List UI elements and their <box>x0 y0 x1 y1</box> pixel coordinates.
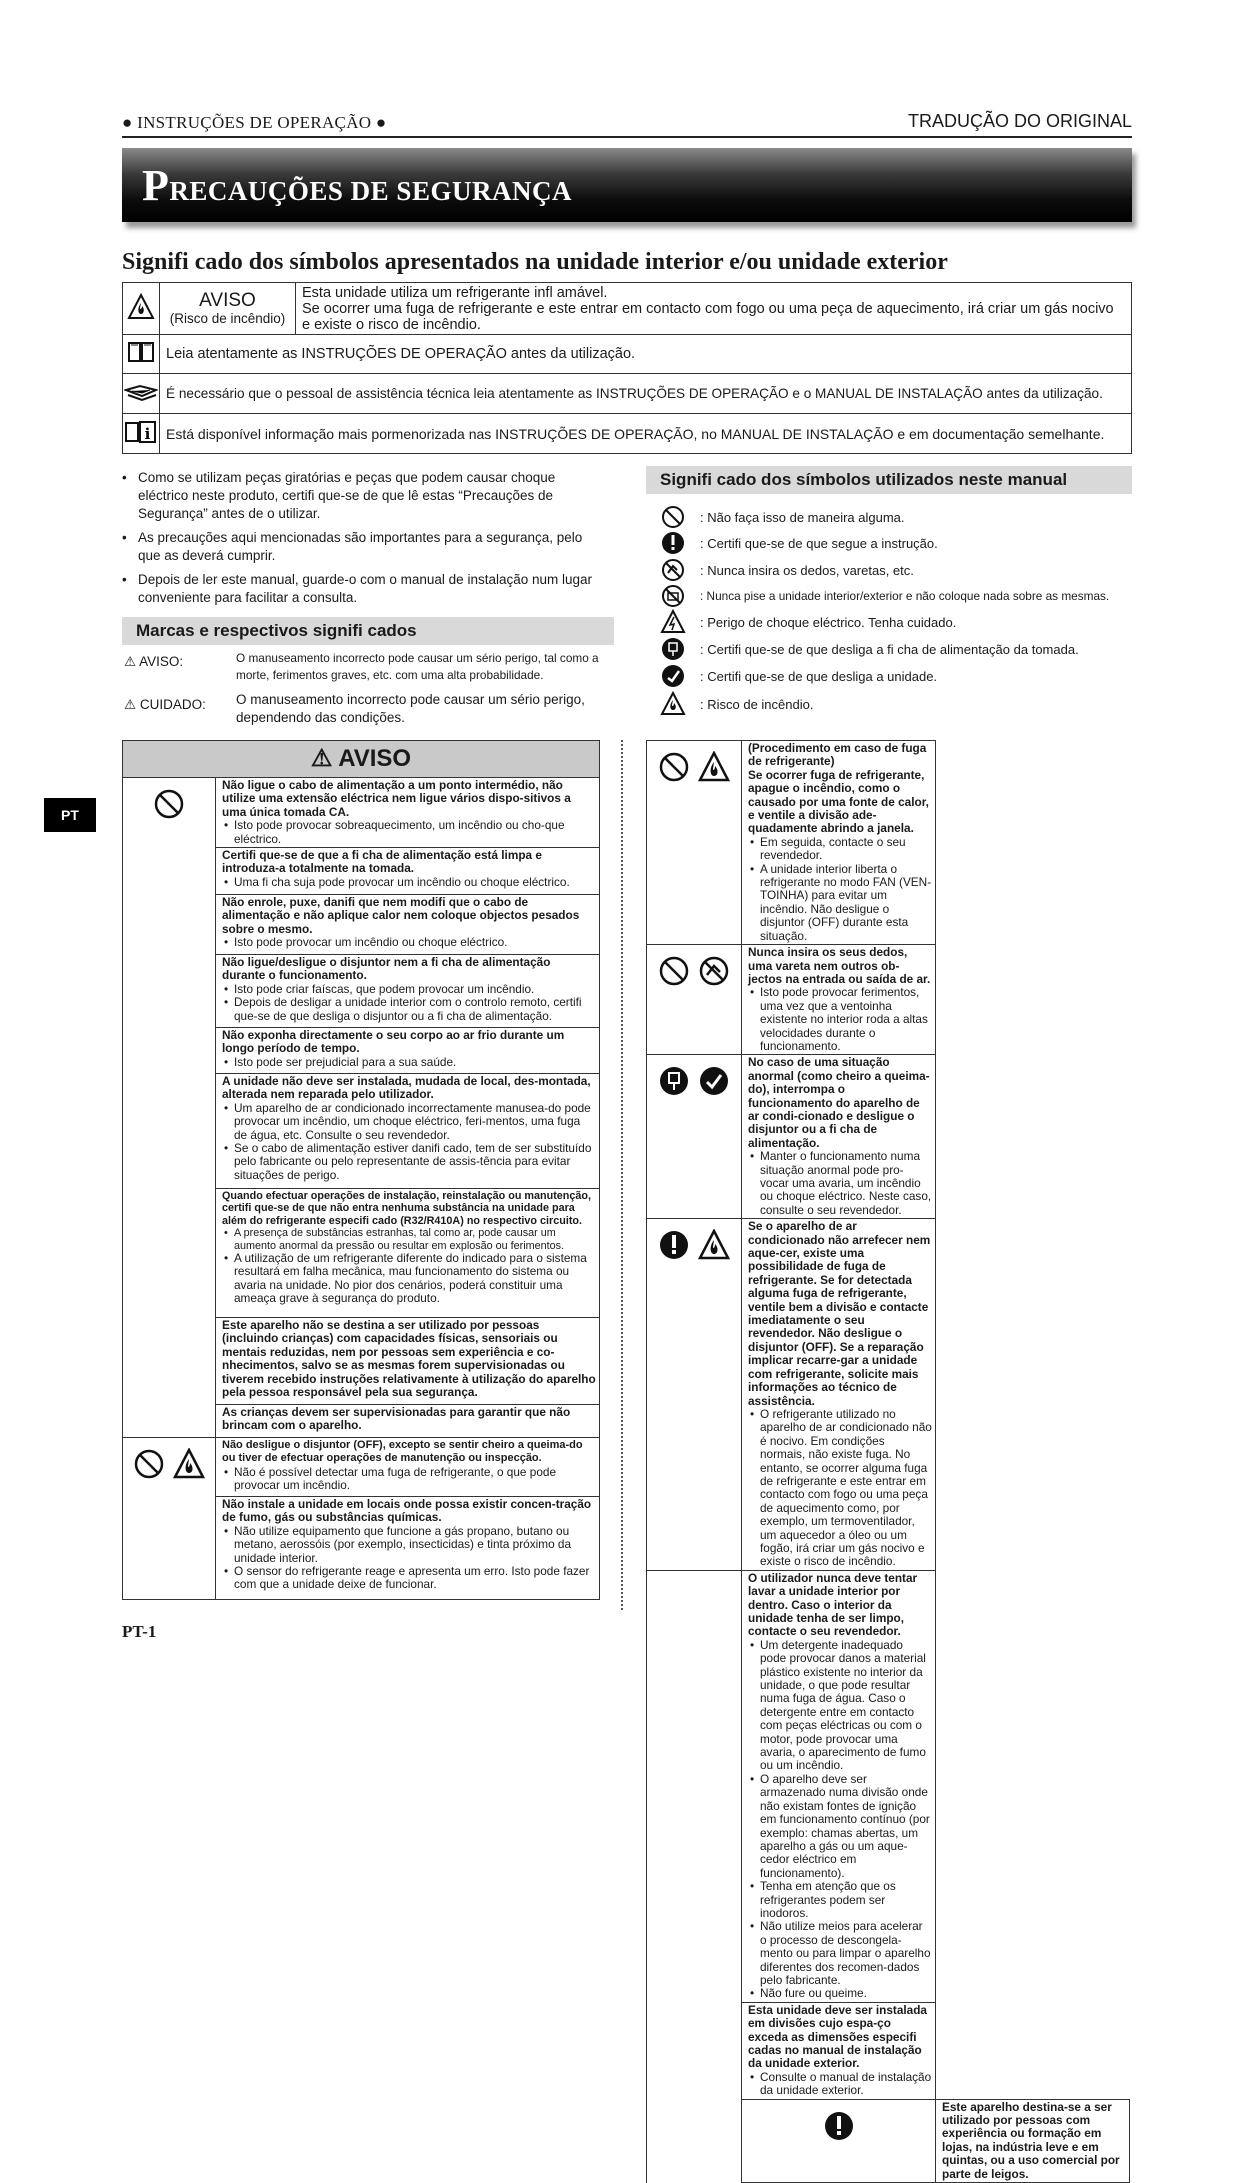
mandatory-icon <box>660 530 686 556</box>
unplug-icon <box>660 636 686 662</box>
unplug-off-cell <box>647 1055 742 1219</box>
blank-icon-cell <box>647 1570 742 2182</box>
no-fingers-cell <box>647 945 742 1055</box>
fire-risk-icon <box>660 691 686 717</box>
page-number: PT-1 <box>122 1622 157 1641</box>
service-manual-icon <box>124 378 158 406</box>
fire-warning-icon <box>127 293 155 321</box>
warning-item: Não exponha directamente o seu corpo ao ar frio durante um longo período de tempo. • Isto pode ser prejudicial para a sua saúde. <box>216 1028 600 1074</box>
fire-risk-icon <box>173 1448 205 1480</box>
no-step-icon <box>660 583 686 609</box>
marks-cuidado-text: O manuseamento incorrecto pode causar um sério perigo, dependendo das condições. <box>236 692 585 725</box>
no-fingers-icon <box>660 557 686 583</box>
header-right: TRADUÇÃO DO ORIGINAL <box>908 111 1133 131</box>
prohibited-icon <box>658 955 690 987</box>
no-fingers-icon <box>698 955 730 987</box>
warning-item: Não desligue o disjuntor (OFF), excepto se sentir cheiro a queima-do ou tiver de efectuar operações de manutenção ou inspecção. • Não é possível detectar uma fuga de refrigerante, o que pode provocar um incêndio. <box>216 1438 600 1497</box>
warning-item: Não ligue o cabo de alimentação a um ponto intermédio, não utilize uma extensão eléctrica nem ligue vários dispo-sitivos a uma única tomada CA. • Isto pode provocar sobreaquecimento, um incêndio ou cho-que eléctrico. <box>216 778 600 848</box>
power-off-icon <box>660 663 686 689</box>
svg-text:i: i <box>144 424 151 443</box>
more-info-text: Está disponível informação mais pormenorizada nas INSTRUÇÕES DE OPERAÇÃO, no MANUAL DE INSTALAÇÃO e em documentação semelhante. <box>160 414 1132 454</box>
warning-item: Se o aparelho de ar condicionado não arrefecer nem aque-cer, existe uma possibilidade de fuga de refrigerante. Se for detectada alguma fuga de refrigerante, ventile bem a divisão e contacte imediatamente o seu revendedor. Não desligue o disjuntor (OFF). Se a reparação implicar recarre-gar a unidade com refrigerante, solicite mais informações ao técnico de assistência. • O refrigerante utilizado no aparelho de ar condicionado não é nocivo. Em condições normais, não existe fuga. No entanto, se ocorrer alguma fuga de refrigerante e este entrar em contacto com fogo ou uma peça de aquecimento como, por exemplo, um termoventilador, um aquecedor a óleo ou um fogão, irá criar um gás nocivo e existe o risco de incêndio. <box>742 1219 936 1571</box>
aviso-table-right <box>646 740 1130 2183</box>
prohibited-fire-cell <box>647 741 742 945</box>
fire-warning-cell <box>123 283 160 335</box>
warning-item: O utilizador nunca deve tentar lavar a unidade interior por dentro. Caso o interior da unidade tenha de ser limpo, contacte o seu revendedor. • Um detergente inadequado pode provocar danos a material plástico existente no interior da unidade, o que pode resultar numa fuga de água. Caso o detergente entre em contacto com peças eléctricas ou com o motor, pode provocar uma avaria, o aparecimento de fumo ou um incêndio. • O aparelho deve ser armazenado numa divisão onde não existam fontes de ignição em funcionamento contínuo (por exemplo: chamas abertas, um aparelho a gás ou um aque-cedor eléctrico em funcionamento). • Tenha em atenção que os refrigerantes podem ser inodoros. • Não utilize meios para acelerar o processo de descongela-mento ou para limpar o aparelho diferentes dos recomen-dados pelo fabricante. • Não fure ou queime. <box>742 1570 936 2002</box>
warning-triangle-icon: ⚠ <box>310 745 339 772</box>
aviso-label-cell <box>160 283 296 335</box>
warning-item: Certifi que-se de que a fi cha de alimentação está limpa e introduza-a totalmente na tomada. • Uma fi cha suja pode provocar um incêndio ou choque eléctrico. <box>216 848 600 895</box>
symbol-row-no-fingers: : Nunca insira os dedos, varetas, etc. <box>660 557 1130 583</box>
warning-item: No caso de uma situação anormal (como cheiro a queima-do), interrompa o funcionamento do aparelho de ar condi-cionado e desligue o disjuntor ou a fi cha de alimentação. • Manter o funcionamento numa situação anormal pode pro-vocar uma avaria, um incêndio ou choque eléctrico. Neste caso, consulte o seu revendedor. <box>742 1055 936 1219</box>
prohibited-icon <box>133 1448 165 1480</box>
warning-item: Este aparelho não se destina a ser utilizado por pessoas (incluindo crianças) com capacidades físicas, sensoriais ou mentais reduzidas, nem por pessoas sem experiência e co-nhecimentos, salvo se as mesmas forem supervisionadas ou tiverem recebido instruções relativamente à utilização do aparelho pela pessoa responsável pela sua segurança. <box>216 1318 600 1405</box>
intro-bullet: • Como se utilizam peças giratórias e peças que podem causar choque eléctrico neste produto, certifi que-se de que lê estas “Precauções de Segurança” antes de o utilizar. <box>122 470 556 521</box>
mandatory-icon <box>658 1229 690 1261</box>
warning-triangle-icon: ⚠ <box>124 654 137 669</box>
symbol-row-mandatory: : Certifi que-se de que segue a instrução. <box>660 530 1130 556</box>
symbol-row-fire: : Risco de incêndio. <box>660 691 1130 717</box>
warning-item: (Procedimento em caso de fuga de refrigerante) Se ocorrer fuga de refrigerante, apague o incêndio, como o causado por uma fonte de calor, e ventile a divisão ade-quadamente abrindo a janela. • Em seguida, contacte o seu revendedor. • A unidade interior liberta o refrigerante no modo FAN (VEN-TOINHA) para evitar um incêndio. Não desligue o disjuntor (OFF) durante esta situação. <box>742 741 936 945</box>
fire-risk-icon <box>698 1229 730 1261</box>
power-off-icon <box>698 1065 730 1097</box>
warning-item: Nunca insira os seus dedos, uma vareta nem outros ob-jectos na entrada ou saída de ar. • Isto pode provocar ferimentos, uma vez que a ventoinha existente no interior roda a altas velocidades durante o funcionamento. <box>742 945 936 1055</box>
warning-item: A unidade não deve ser instalada, mudada de local, des-montada, alterada nem reparada pelo utilizador. • Um aparelho de ar condicionado incorrectamente manusea-do pode provocar um incêndio, um choque eléctrico, feri-mentos, uma fuga de água, etc. Consulte o seu revendedor. • Se o cabo de alimentação estiver danifi cado, tem de ser substituído pelo fabricante ou pelo representante de assis-tência para evitar situações de perigo. <box>216 1074 600 1189</box>
symbol-row-no-step: : Nunca pise a unidade interior/exterior e não coloque nada sobre as mesmas. <box>660 583 1130 609</box>
prohibited-fire-cell <box>123 1438 216 1600</box>
fire-risk-icon <box>698 751 730 783</box>
intro-bullet: • As precauções aqui mencionadas são importantes para a segurança, pelo que as deverá cumprir. <box>122 530 583 563</box>
book-cell <box>123 335 160 374</box>
symbols-table <box>122 282 1132 454</box>
warning-item: Não ligue/desligue o disjuntor nem a fi cha de alimentação durante o funcionamento. • Isto pode criar faíscas, que podem provocar um incêndio. • Depois de desligar a unidade interior com o controlo remoto, certifi que-se de que desliga o disjuntor ou a fi cha de alimentação. <box>216 955 600 1028</box>
prohibited-icon <box>153 788 185 820</box>
header-rule <box>122 136 1132 138</box>
symbol-row-electric: : Perigo de choque eléctrico. Tenha cuidado. <box>660 609 1130 635</box>
symbol-row-prohibited: : Não faça isso de maneira alguma. <box>660 504 1130 530</box>
warning-item: Não enrole, puxe, danifi que nem modifi que o cabo de alimentação e não aplique calor nem coloque objectos pesados sobre o mesmo. • Isto pode provocar um incêndio ou choque eléctrico. <box>216 895 600 955</box>
symbol-row-unplug: : Certifi que-se de que desliga a fi cha de alimentação da tomada. <box>660 636 1130 662</box>
prohibited-cell <box>123 778 216 1438</box>
header-left: ● INSTRUÇÕES DE OPERAÇÃO ● <box>122 113 387 132</box>
warning-item: As crianças devem ser supervisionadas para garantir que não brincam com o aparelho. <box>216 1405 600 1438</box>
symbol-row-power-off: : Certifi que-se de que desliga a unidade. <box>660 663 1130 689</box>
warning-item: Esta unidade deve ser instalada em divisões cujo espa-ço exceda as dimensões especifi cadas no manual de instalação da unidade exterior. • Consulte o manual de instalação da unidade exterior. <box>742 2002 936 2099</box>
column-separator <box>621 740 623 1610</box>
aviso-table-left <box>122 740 600 1600</box>
warning-item: Quando efectuar operações de instalação, reinstalação ou manutenção, certifi que-se de que não entra nenhuma substância na unidade para além do refrigerante especifi cado (R32/R410A) no respectivo circuito. • A presença de substâncias estranhas, tal como ar, pode causar um aumento anormal da pressão ou resultar em explosão ou ferimentos. • A utilização de um refrigerante diferente do indicado para o sistema resultará em falha mecânica, mau funcionamento do sistema ou avaria na unidade. No pior dos cenários, poderá constituir uma ameaça grave à segurança do produto. <box>216 1189 600 1318</box>
aviso-text: Esta unidade utiliza um refrigerante infl amável. Se ocorrer uma fuga de refrigerante e este entrar em contacto com fogo ou uma peça de aquecimento, irá criar um gás nocivo e existe o risco de incêndio. <box>296 283 1132 335</box>
aviso-header: ⚠ AVISO <box>123 741 600 778</box>
prohibited-icon <box>658 751 690 783</box>
intro-bullet: • Depois de ler este manual, guarde-o com o manual de instalação num lugar conveniente para facilitar a consulta. <box>122 572 593 605</box>
marks-cuidado-label: ⚠ CUIDADO: <box>124 697 206 712</box>
mandatory-fire-cell <box>647 1219 742 1571</box>
read-manual-text: Leia atentamente as INSTRUÇÕES DE OPERAÇÃO antes da utilização. <box>160 335 1132 374</box>
service-personnel-text: É necessário que o pessoal de assistência técnica leia atentamente as INSTRUÇÕES DE OPERAÇÃO e o MANUAL DE INSTALAÇÃO antes da utilização. <box>160 374 1132 414</box>
section-title: Signifi cado dos símbolos apresentados na unidade interior e/ou unidade exterior <box>122 249 948 275</box>
electric-shock-icon <box>660 609 686 635</box>
intro-bullets <box>122 469 592 607</box>
unplug-icon <box>658 1065 690 1097</box>
manual-symbols-header: Signifi cado dos símbolos utilizados neste manual <box>646 466 1132 494</box>
marks-aviso-text: O manuseamento incorrecto pode causar um sério perigo, tal como a morte, ferimentos graves, etc. com uma alta probabilidade. <box>236 651 599 682</box>
prohibited-icon <box>660 504 686 530</box>
warning-item: Este aparelho destina-se a ser utilizado por pessoas com experiência ou formação em lojas, na indústria leve e em quintas, ou a uso comercial por parte de leigos. <box>936 2099 1130 2182</box>
service-book-cell <box>123 374 160 414</box>
marks-aviso-label: ⚠ AVISO: <box>124 654 184 669</box>
language-tab: PT <box>44 798 96 832</box>
aviso-label: AVISO <box>199 290 256 311</box>
manual-book-icon <box>127 338 155 366</box>
mandatory-cell <box>742 2099 936 2182</box>
warning-item: Não instale a unidade em locais onde possa existir concen-tração de fumo, gás ou substâncias químicas. • Não utilize equipamento que funcione a gás propano, butano ou metano, aerossóis (por exemplo, insecticidas) e tinta próximo da unidade interior. • O sensor do refrigerante reage e apresenta um erro. Isto pode fazer com que a unidade deixe de funcionar. <box>216 1497 600 1600</box>
mandatory-icon <box>823 2110 855 2142</box>
aviso-sublabel: (Risco de incêndio) <box>169 311 286 326</box>
caution-triangle-icon: ⚠ <box>124 697 137 712</box>
page-title: PRECAUÇÕES DE SEGURANÇA <box>142 161 572 210</box>
marks-header: Marcas e respectivos signifi cados <box>122 617 614 645</box>
info-book-cell <box>123 414 160 454</box>
info-book-icon <box>124 418 158 446</box>
